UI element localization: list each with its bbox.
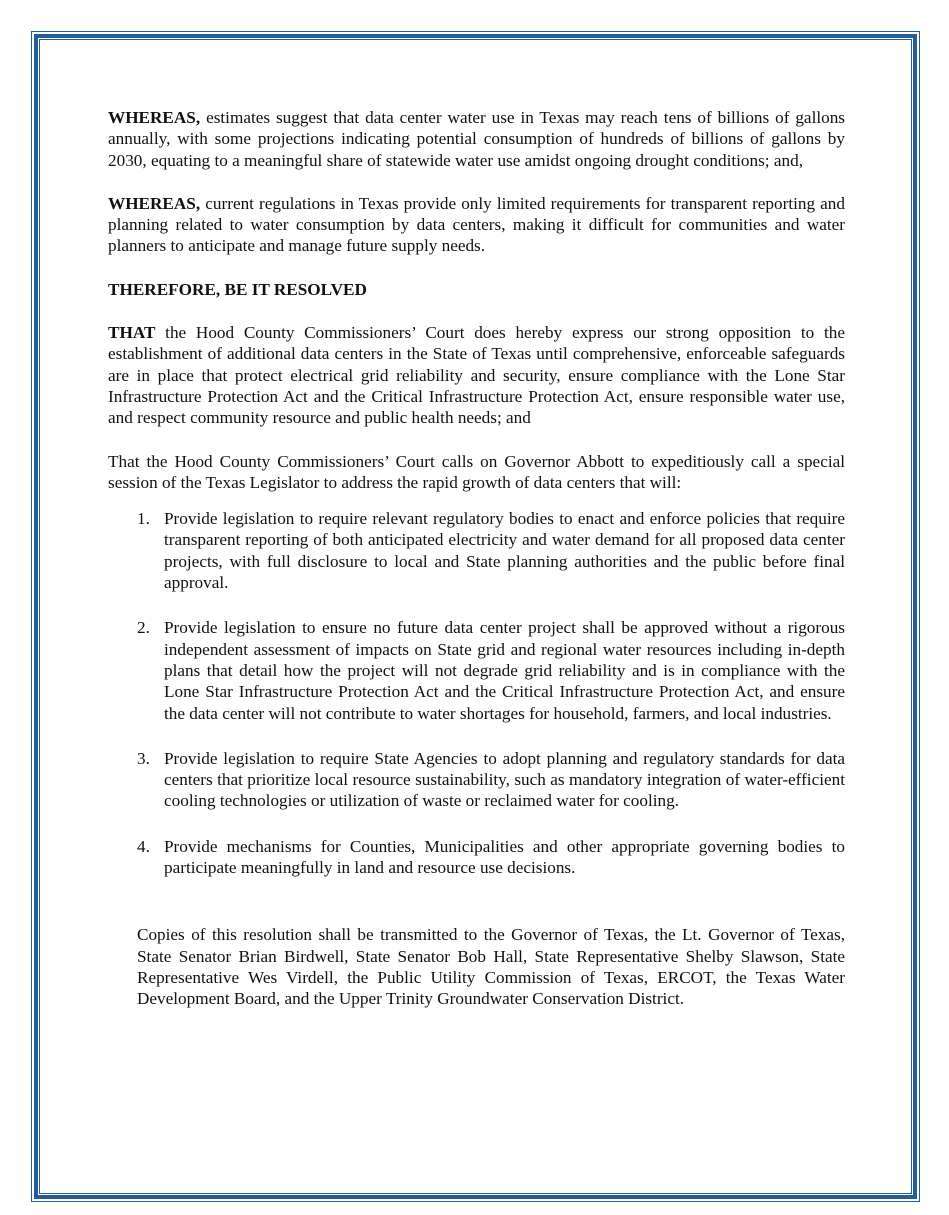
list-item xyxy=(108,836,845,879)
whereas-text: estimates suggest that data center water use in Texas may reach tens of billions of gallons annually, with some projections indicating potential consumption of hundreds of billions of gallons by 2030, equating to a meaningful share of statewide water use amidst ongoing drought conditions; and, xyxy=(108,108,845,170)
list-number: 4. xyxy=(137,836,150,856)
list-number: 3. xyxy=(137,748,150,768)
that-paragraph-2: That the Hood County Commissioners’ Court calls on Governor Abbott to expeditiously call a special session of the Texas Legislator to address the rapid growth of data centers that will: xyxy=(108,451,845,492)
that-text: the Hood County Commissioners’ Court does hereby express our strong opposition to the establishment of additional data centers in the State of Texas until comprehensive, enforceable safeguards are in place that protect electrical grid reliability and security, ensure compliance with the Lone Star Infrastructure Protection Act and the Critical Infrastructure Protection Act, ensure responsible water use, and respect community resource and public health needs; and xyxy=(108,323,845,428)
whereas-text: current regulations in Texas provide only limited requirements for transparent reporting and planning related to water consumption by data centers, making it difficult for communities and water planners to anticipate and manage future supply needs. xyxy=(108,193,845,256)
list-text: Provide mechanisms for Counties, Municipalities and other appropriate governing bodies to participate meaningfully in land and resource use decisions. xyxy=(164,836,845,878)
whereas-paragraph-1 xyxy=(108,107,845,171)
resolved-heading: THEREFORE, BE IT RESOLVED xyxy=(108,279,367,299)
whereas-lead: WHEREAS, xyxy=(108,193,201,213)
list-text: Provide legislation to require State Agencies to adopt planning and regulatory standards for data centers that prioritize local resource sustainability, such as mandatory integration of water-efficient cooling technologies or utilization of waste or reclaimed water for cooling. xyxy=(164,748,845,811)
that-paragraph-1 xyxy=(108,322,845,428)
list-text: Provide legislation to require relevant regulatory bodies to enact and enforce policies that require transparent reporting of both anticipated electricity and water demand for all proposed data center projects, with full disclosure to local and State planning authorities and the public before final approval. xyxy=(164,509,845,593)
document-body xyxy=(108,107,845,1010)
list-item xyxy=(108,617,845,723)
list-item xyxy=(108,748,845,812)
list-number: 1. xyxy=(137,509,150,529)
that-lead: THAT xyxy=(108,323,156,343)
list-text: Provide legislation to ensure no future data center project shall be approved without a rigorous independent assessment of impacts on State grid and regional water resources including in-depth plans that detail how the project will not degrade grid reliability and is in compliance with the Lone Star Infrastructure Protection Act and the Critical Infrastructure Protection Act, and ensure the data center will not contribute to water shortages for household, farmers, and local industries. xyxy=(164,618,845,723)
whereas-lead: WHEREAS, xyxy=(108,108,201,127)
list-item xyxy=(108,508,845,593)
whereas-paragraph-2 xyxy=(108,193,845,257)
copies-paragraph: Copies of this resolution shall be transmitted to the Governor of Texas, the Lt. Governor of Texas, State Senator Brian Birdwell, State Senator Bob Hall, State Representative Shelby Slawson, State Representative Wes Virdell, the Public Utility Commission of Texas, ERCOT, the Texas Water Development Board, and the Upper Trinity Groundwater Conservation District. xyxy=(137,925,845,1009)
list-number: 2. xyxy=(137,618,150,638)
resolution-list xyxy=(108,508,845,878)
